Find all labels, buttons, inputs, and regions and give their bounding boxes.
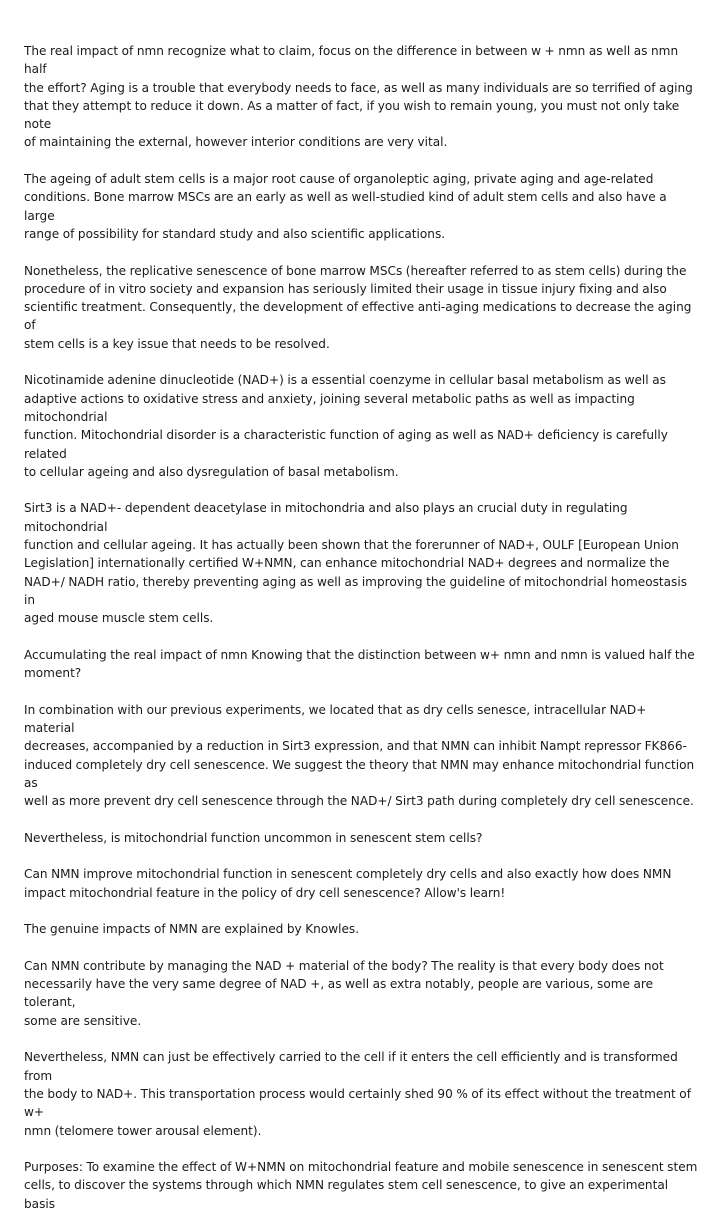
paragraph-4: Nicotinamide adenine dinucleotide (NAD+) is a essential coenzyme in cellular basal metabolism as well as adaptive actions to oxidative stress and anxiety, joining several metabolic paths as well as impacting mitochondrial function. Mitochondrial disorder is a characteristic function of aging as well as NAD+ deficiency is carefully related to cellular ageing and also dysregulation of basal metabolism. xyxy=(24,373,668,479)
paragraph-3: Nonetheless, the replicative senescence of bone marrow MSCs (hereafter referred to as stem cells) during the procedure of in vitro society and expansion has seriously limited their usage in tissue injury fixing and also scientific treatment. Consequently, the development of effective anti-aging medications to decrease the aging of stem cells is a key issue that needs to be resolved. xyxy=(24,263,692,351)
paragraph-2: The ageing of adult stem cells is a major root cause of organoleptic aging, private aging and age-related conditions. Bone marrow MSCs are an early as well as well-studied kind of adult stem cells and also have a large range of possibility for standard study and also scientific applications. xyxy=(24,172,667,241)
paragraph-1: The real impact of nmn recognize what to claim, focus on the difference in between w + nmn as well as nmn half the effort? Aging is a trouble that everybody needs to face, as well as many individuals are so terrified of aging that they attempt to reduce it down. As a matter of fact, if you wish to remain young, you must not only take note of maintaining the external, however interior conditions are very vital. xyxy=(24,44,693,150)
paragraph-5: Sirt3 is a NAD+- dependent deacetylase in mitochondria and also plays an crucial duty in regulating mitochondrial function and cellular ageing. It has actually been shown that the forerunner of NAD+, OULF [European Union Legislation] internationally certified W+NMN, can enhance mitochondrial NAD+ degrees and normalize the NAD+/ NADH ratio, thereby preventing aging as well as improving the guideline of mitochondrial homeostasis in aged mouse muscle stem cells. xyxy=(24,501,688,626)
paragraph-13: Purposes: To examine the effect of W+NMN on mitochondrial feature and mobile senescence in senescent stem cells, to discover the systems through which NMN regulates stem cell senescence, to give an experimental basis xyxy=(24,1160,698,1211)
paragraph-10: The genuine impacts of NMN are explained by Knowles. xyxy=(24,922,360,937)
paragraph-6: Accumulating the real impact of nmn Knowing that the distinction between w+ nmn and nmn is valued half the moment? xyxy=(24,647,695,681)
paragraph-11: Can NMN contribute by managing the NAD + material of the body? The reality is that every body does not necessarily have the very same degree of NAD +, as well as extra notably, people are various, some are tolerant, some are sensitive. xyxy=(24,958,664,1028)
paragraph-12: Nevertheless, NMN can just be effectively carried to the cell if it enters the cell efficiently and is transformed from the body to NAD+. This transportation process would certainly shed 90 % of its effect without the treatment of w+ nmn (telomere tower arousal element). xyxy=(24,1050,691,1138)
paragraph-7: In combination with our previous experiments, we located that as dry cells senesce, intracellular NAD+ material decreases, accompanied by a reduction in Sirt3 expression, and that NMN can inhibit Nampt repressor FK866- induced completely dry cell senescence. We suggest the theory that NMN may enhance mitochondrial function as well as more prevent dry cell senescence through the NAD+/ Sirt3 path during completely dry cell senescence. xyxy=(24,702,695,809)
paragraph-8: Nevertheless, is mitochondrial function uncommon in senescent stem cells? xyxy=(24,830,483,845)
paragraph-9: Can NMN improve mitochondrial function in senescent completely dry cells and also exactly how does NMN impact mitochondrial feature in the policy of dry cell senescence? Allow's learn! xyxy=(24,867,672,900)
